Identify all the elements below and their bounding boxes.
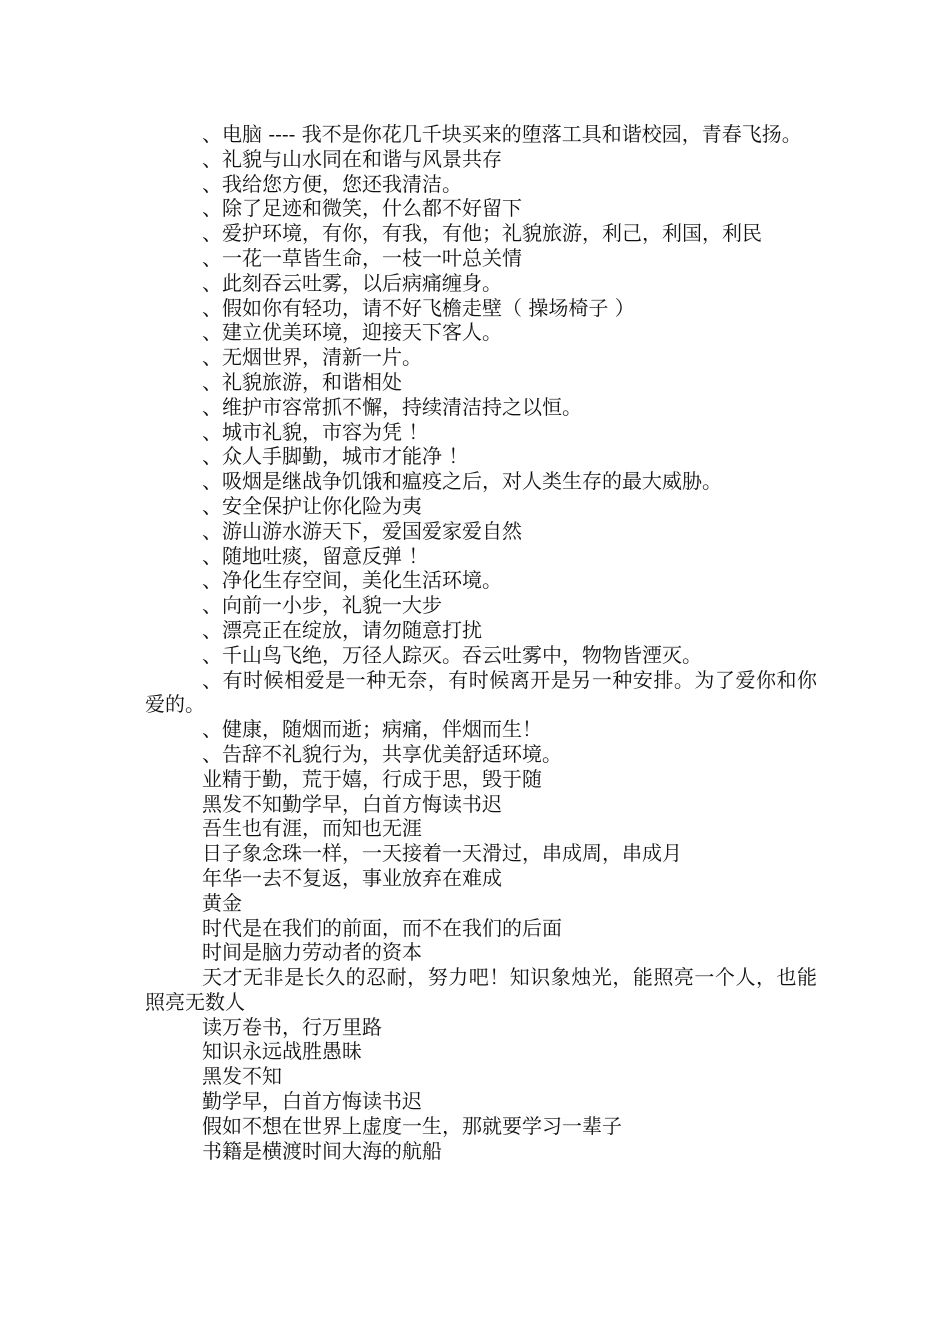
document-body — [145, 122, 817, 1163]
text-line: 日子象念珠一样，一天接着一天滑过，串成周，串成月 — [202, 841, 682, 866]
text-line: 、无烟世界，清新一片。 — [202, 345, 422, 370]
text-line: 、电脑 ---- 我不是你花几千块买来的堕落工具和谐校园，青春飞扬。 — [202, 122, 802, 146]
text-line: 、此刻吞云吐雾，以后病痛缠身。 — [202, 270, 502, 295]
text-line: 、吸烟是继战争饥饿和瘟疫之后，对人类生存的最大威胁。 — [202, 469, 722, 494]
text-line: 、建立优美环境，迎接天下客人。 — [202, 320, 502, 345]
text-line: 、有时候相爱是一种无奈，有时候离开是另一种安排。为了爱你和你爱的。 — [145, 667, 817, 717]
text-line: 、千山鸟飞绝，万径人踪灭。吞云吐雾中，物物皆湮灭。 — [202, 642, 702, 667]
text-line: 知识永远战胜愚昧 — [202, 1039, 362, 1064]
text-line: 、爱护环境，有你，有我，有他；礼貌旅游，利己，利国，利民 — [202, 221, 762, 246]
text-line: 勤学早，白首方悔读书迟 — [202, 1089, 422, 1114]
text-line: 、一花一草皆生命，一枝一叶总关情 — [202, 245, 522, 270]
text-line: 、众人手脚勤，城市才能净 ！ — [202, 444, 469, 469]
text-line: 、漂亮正在绽放，请勿随意打扰 — [202, 617, 482, 642]
text-line: 、安全保护让你化险为夷 — [202, 493, 422, 518]
text-line: 、礼貌与山水同在和谐与风景共存 — [202, 146, 502, 171]
text-line: 、我给您方便，您还我清洁。 — [202, 171, 462, 196]
text-line: 书籍是横渡时间大海的航船 — [202, 1138, 442, 1163]
text-line: 、随地吐痰，留意反弹 ！ — [202, 543, 429, 568]
text-line: 、游山游水游天下，爱国爱家爱自然 — [202, 518, 522, 543]
text-line: 时代是在我们的前面，而不在我们的后面 — [202, 915, 562, 940]
text-line: 、除了足迹和微笑，什么都不好留下 — [202, 196, 522, 221]
text-line: 、维护市容常抓不懈，持续清洁持之以恒。 — [202, 394, 582, 419]
text-line: 、告辞不礼貌行为，共享优美舒适环境。 — [202, 741, 562, 766]
text-line: 、健康，随烟而逝；病痛，伴烟而生！ — [202, 717, 542, 742]
text-line: 、假如你有轻功，请不好飞檐走壁（ 操场椅子 ） — [202, 295, 635, 320]
text-line: 、向前一小步，礼貌一大步 — [202, 593, 442, 618]
text-line: 黑发不知 — [202, 1064, 282, 1089]
text-line: 、城市礼貌，市容为凭 ！ — [202, 419, 429, 444]
text-line: 、净化生存空间，美化生活环境。 — [202, 568, 502, 593]
text-line: 假如不想在世界上虚度一生，那就要学习一辈子 — [202, 1113, 622, 1138]
text-line: 黑发不知勤学早，白首方悔读书迟 — [202, 791, 502, 816]
text-line: 读万卷书，行万里路 — [202, 1014, 382, 1039]
text-line: 年华一去不复返，事业放弃在难成 — [202, 865, 502, 890]
text-line: 时间是脑力劳动者的资本 — [202, 940, 422, 965]
text-line: 吾生也有涯，而知也无涯 — [202, 816, 422, 841]
text-line: 黄金 — [202, 890, 242, 915]
text-line: 、礼貌旅游，和谐相处 — [202, 369, 402, 394]
text-line: 业精于勤，荒于嬉，行成于思，毁于随 — [202, 766, 542, 791]
text-line: 天才无非是长久的忍耐，努力吧！知识象烛光，能照亮一个人，也能照亮无数人 — [145, 965, 817, 1014]
